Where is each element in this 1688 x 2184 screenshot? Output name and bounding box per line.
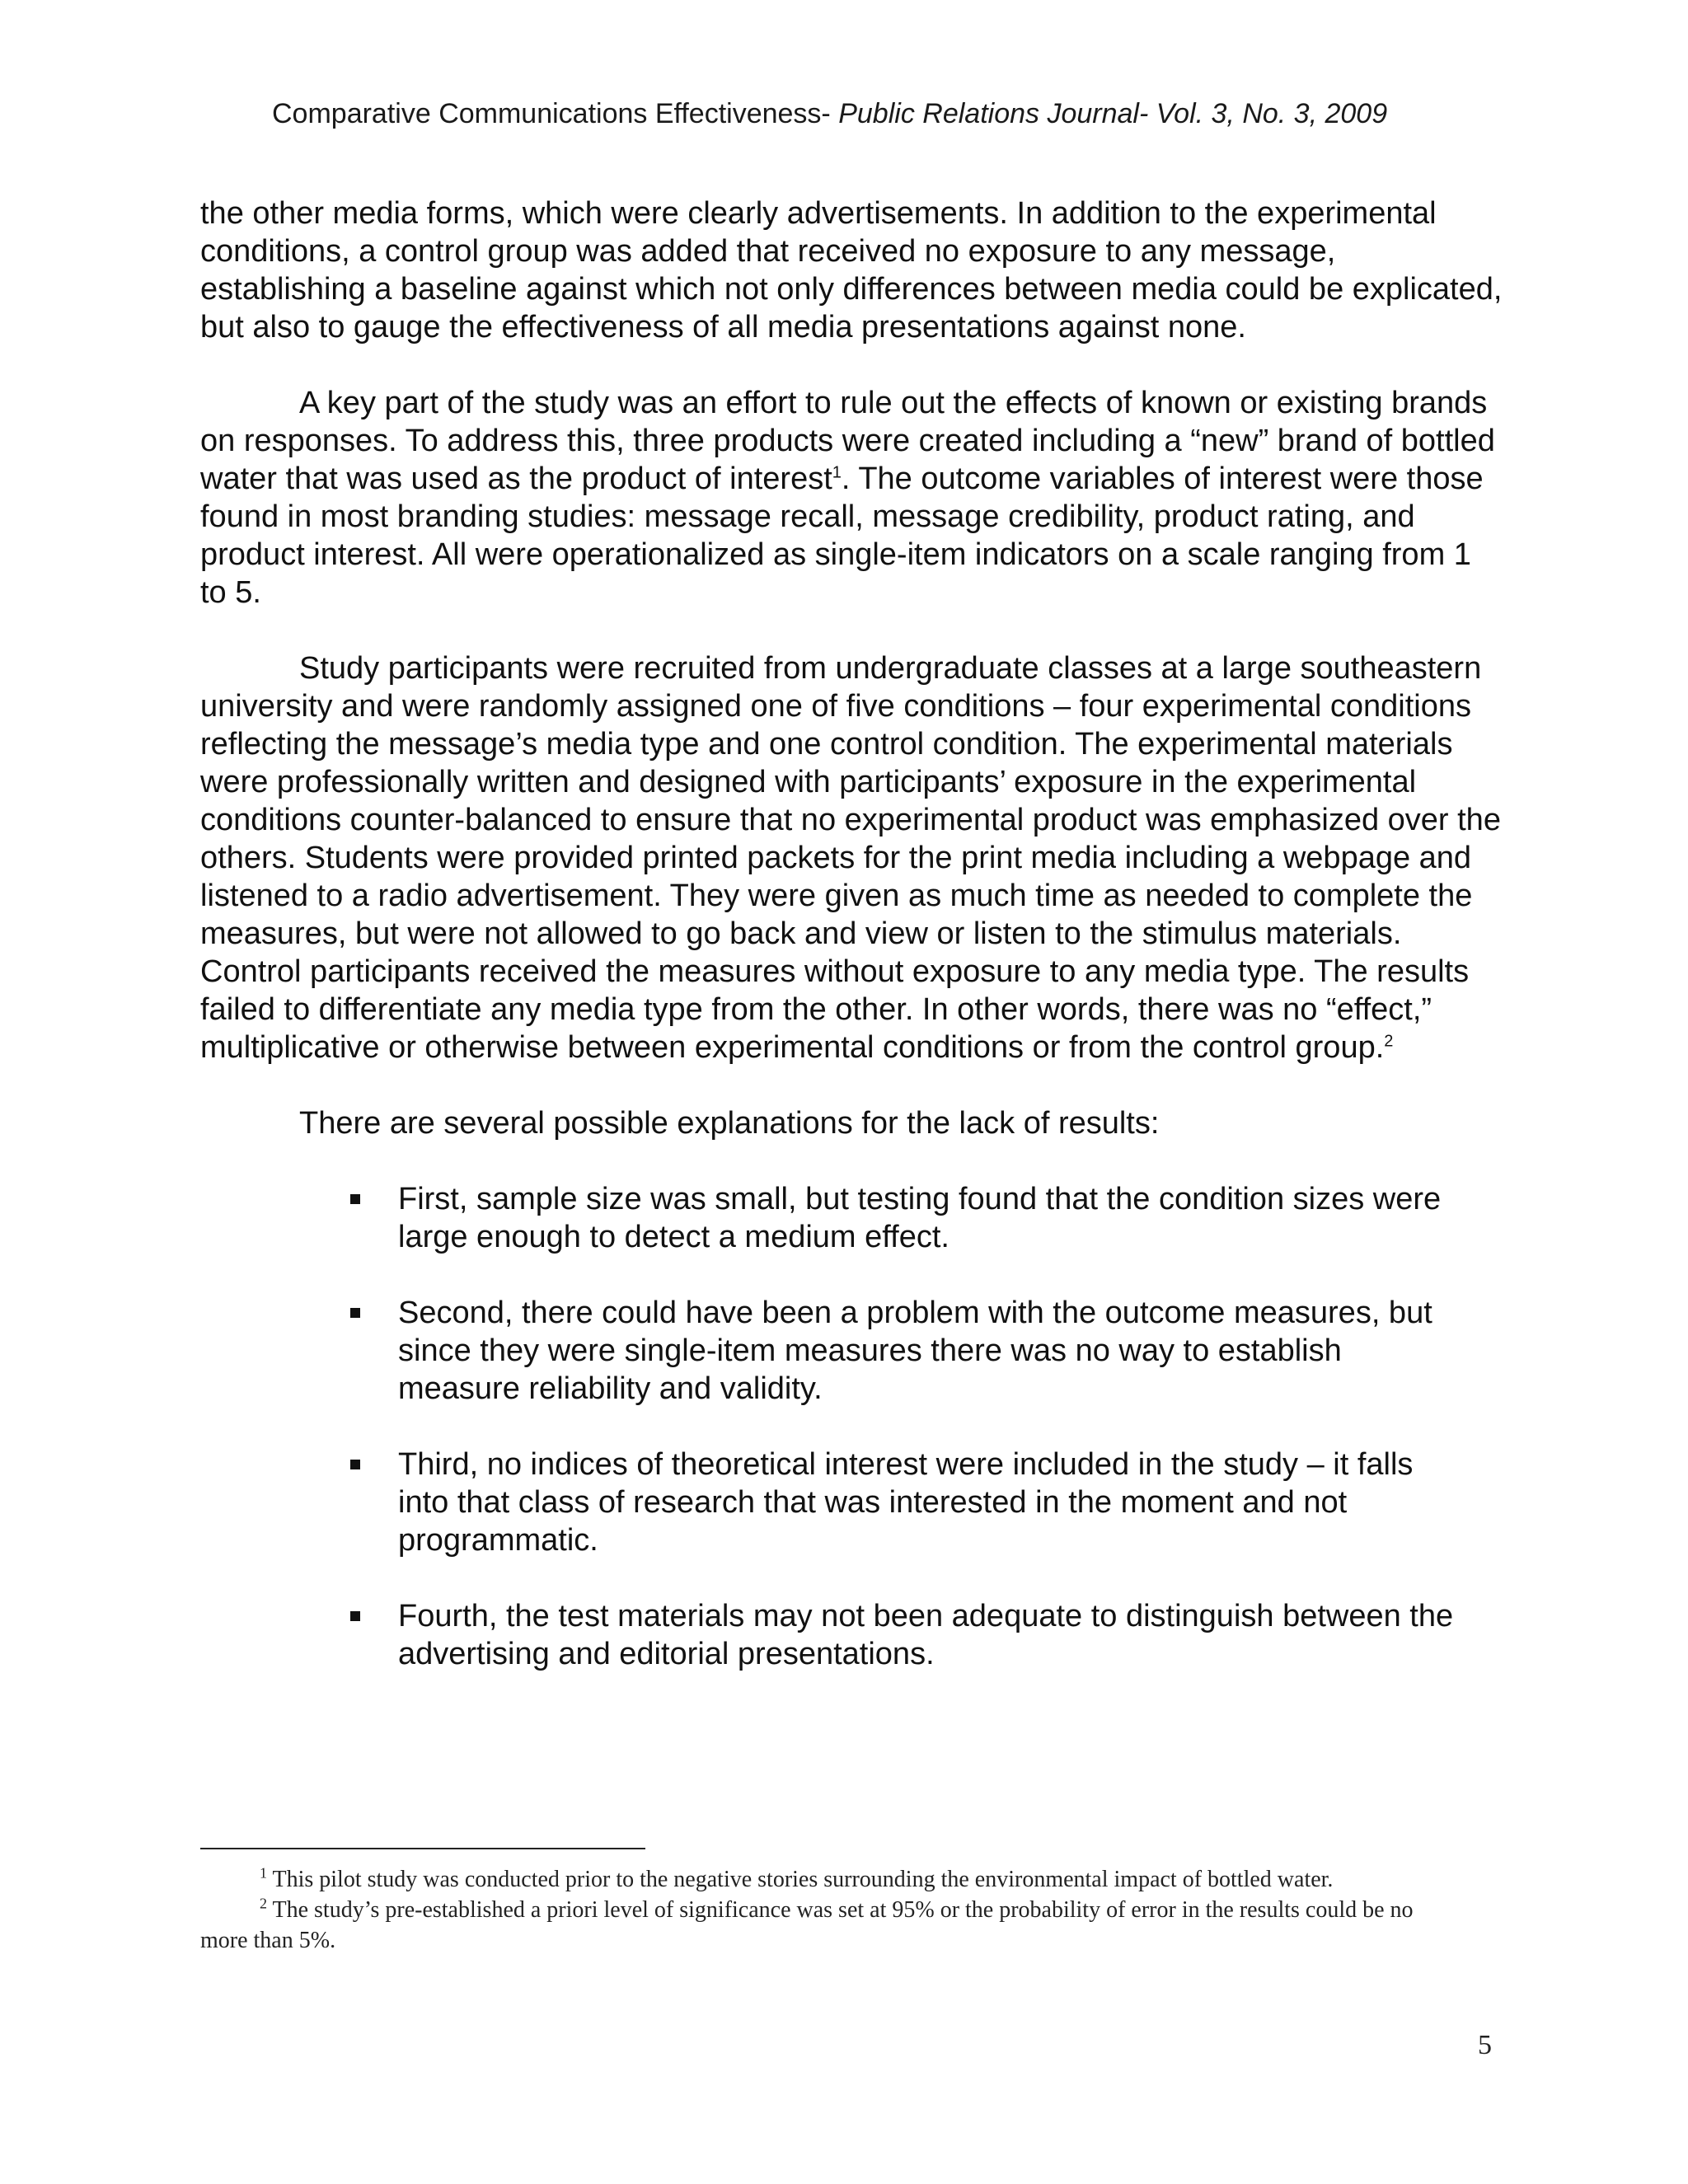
paragraph-3-text: Study participants were recruited from undergraduate classes at a large southeastern university and were randomly assigned one of five conditions – four experimental conditions reflecting the message’s media type and one control condition. The experimental materials were professionally written and designed with participants’ exposure in the experimental conditions counter-balanced to ensure that no experimental product was emphasized over the others. Students were provided printed packets for the print media including a webpage and listened to a radio advertisement. They were given as much time as needed to complete the measures, but were not allowed to go back and view or listen to the stimulus materials. Control participants received the measures without exposure to any media type. The results failed to differentiate any media type from the other. In other words, there was no “effect,” multiplicative or otherwise between experimental conditions or from the control group. <box>200 651 1501 1065</box>
footnote-2-text: The study’s pre-established a priori level of significance was set at 95% or the probability of error in the results could be no more than 5%. <box>200 1897 1414 1953</box>
footnote-1-text: This pilot study was conducted prior to the negative stories surrounding the environmental impact of bottled water. <box>267 1867 1334 1892</box>
list-item-text: Third, no indices of theoretical interest were included in the study – it falls into that class of research that was interested in the moment and not programmatic. <box>398 1447 1414 1558</box>
square-bullet-icon <box>350 1611 360 1621</box>
paragraph-2-text-start: A key part of the study was an effort to rule out the effects of known or existing brands on responses. To address this, three products were created including a “new” brand of bottled water that was used as the product of interest <box>200 386 1495 496</box>
footnote-divider <box>200 1848 645 1849</box>
header-journal-citation: Public Relations Journal- Vol. 3, No. 3, 2009 <box>838 98 1388 129</box>
footnote-1 <box>200 1864 1453 1895</box>
main-body-text <box>200 194 1503 1673</box>
list-item <box>398 1180 1461 1256</box>
square-bullet-icon <box>350 1308 360 1318</box>
running-header <box>272 96 1492 132</box>
square-bullet-icon <box>350 1194 360 1204</box>
footnote-1-number: 1 <box>260 1864 267 1882</box>
list-item-text: Fourth, the test materials may not been adequate to distinguish between the advertising and editorial presentations. <box>398 1599 1454 1671</box>
explanations-list <box>200 1180 1503 1673</box>
footnote-reference-2: 2 <box>1384 1032 1394 1051</box>
paragraph-4: There are several possible explanations for the lack of results: <box>299 1106 1160 1141</box>
footnote-2 <box>200 1895 1453 1956</box>
footnote-2-number: 2 <box>260 1895 267 1912</box>
header-title: Comparative Communications Effectiveness- <box>272 98 839 129</box>
paragraph-2 <box>200 384 1503 612</box>
list-item-text: Second, there could have been a problem with the outcome measures, but since they were single-item measures there was no way to establish measure reliability and validity. <box>398 1296 1432 1406</box>
list-item-text: First, sample size was small, but testing found that the condition sizes were large enough to detect a medium effect. <box>398 1182 1442 1254</box>
page-number: 5 <box>1478 2030 1492 2060</box>
paragraph-2-text-end: . The outcome variables of interest were those found in most branding studies: message recall, message credibility, product rating, and product interest. All were operationalized as single-item indicators on a scale ranging from 1 to 5. <box>200 462 1484 610</box>
list-item <box>398 1597 1461 1673</box>
paragraph-3 <box>200 649 1503 1066</box>
footnote-reference-1: 1 <box>832 463 842 482</box>
footnotes-section <box>200 1864 1453 1956</box>
square-bullet-icon <box>350 1460 360 1469</box>
list-item <box>398 1294 1461 1408</box>
list-item <box>398 1446 1461 1559</box>
paragraph-1: the other media forms, which were clearly advertisements. In addition to the experimental conditions, a control group was added that received no exposure to any message, establishing a baseline against which not only differences between media could be explicated, but also to gauge the effectiveness of all media presentations against none. <box>200 196 1503 344</box>
